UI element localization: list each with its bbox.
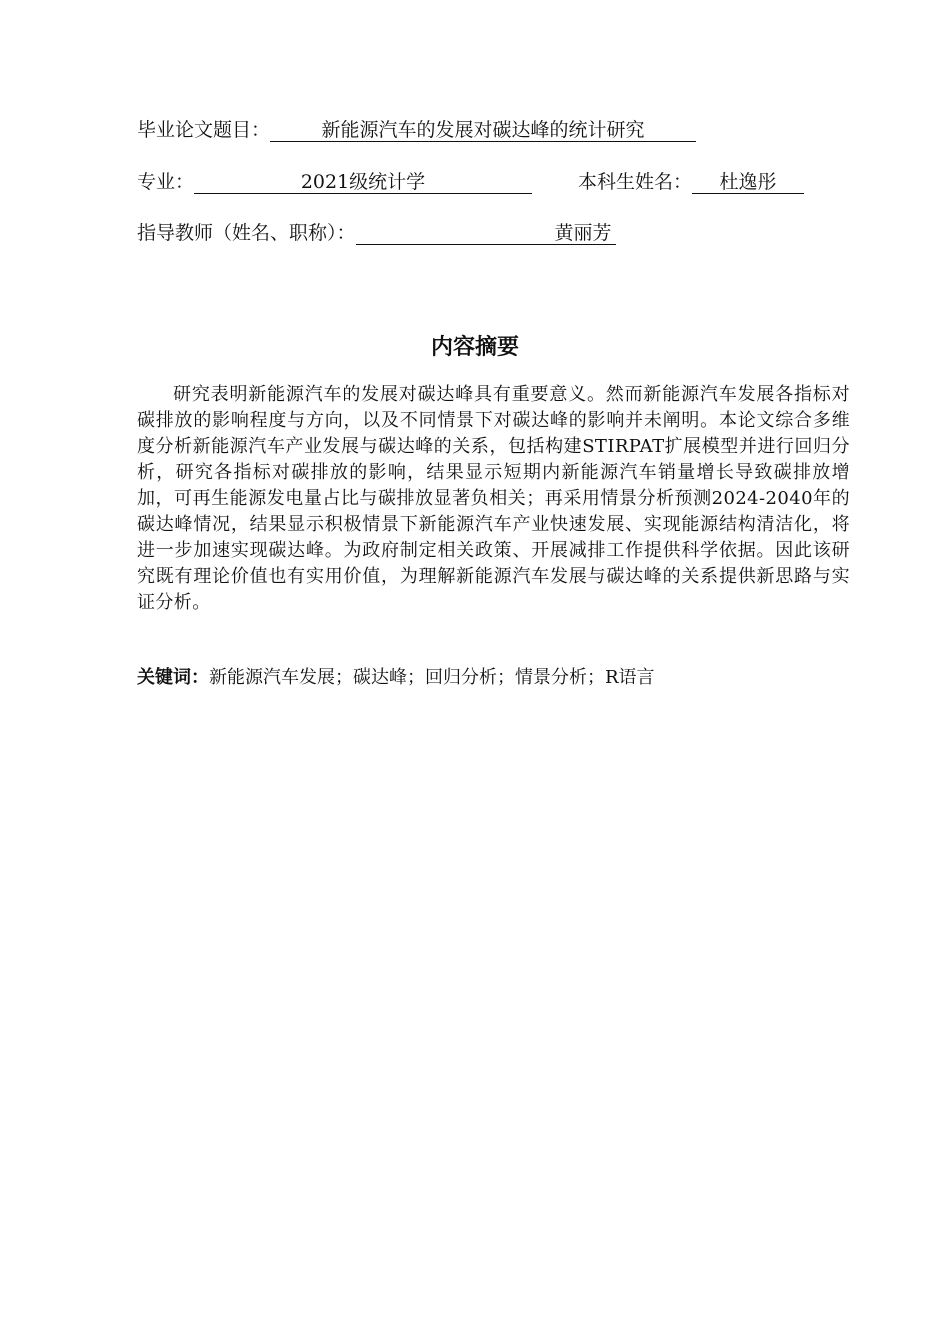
student-name-label: 本科生姓名：	[578, 171, 693, 193]
major-row	[137, 170, 532, 194]
major-label: 专业：	[137, 171, 195, 193]
advisor-value: 黄丽芳	[356, 222, 616, 245]
major-value: 2021级统计学	[194, 171, 532, 194]
student-row	[578, 170, 804, 194]
advisor-row	[137, 221, 616, 245]
abstract-body: 研究表明新能源汽车的发展对碳达峰具有重要意义。然而新能源汽车发展各指标对碳排放的影响程度与方向，以及不同情景下对碳达峰的影响并未阐明。本论文综合多维度分析新能源汽车产业发展与碳达峰的关系，包括构建STIRPAT扩展模型并进行回归分析，研究各指标对碳排放的影响，结果显示短期内新能源汽车销量增长导致碳排放增加，可再生能源发电量占比与碳排放显著负相关；再采用情景分析预测2024-2040年的碳达峰情况，结果显示积极情景下新能源汽车产业快速发展、实现能源结构清洁化，将进一步加速实现碳达峰。为政府制定相关政策、开展减排工作提供科学依据。因此该研究既有理论价值也有实用价值，为理解新能源汽车发展与碳达峰的关系提供新思路与实证分析。	[137, 384, 850, 613]
student-name-value: 杜逸彤	[692, 171, 804, 194]
advisor-label: 指导教师（姓名、职称）：	[137, 222, 356, 244]
thesis-title-label: 毕业论文题目：	[137, 119, 271, 141]
keywords-value: 新能源汽车发展；碳达峰；回归分析；情景分析；R语言	[209, 667, 655, 688]
keywords-row	[137, 665, 655, 691]
keywords-label: 关键词：	[137, 667, 209, 688]
thesis-title-value: 新能源汽车的发展对碳达峰的统计研究	[270, 119, 696, 142]
abstract-heading: 内容摘要	[430, 335, 519, 360]
thesis-title-row	[137, 118, 696, 142]
